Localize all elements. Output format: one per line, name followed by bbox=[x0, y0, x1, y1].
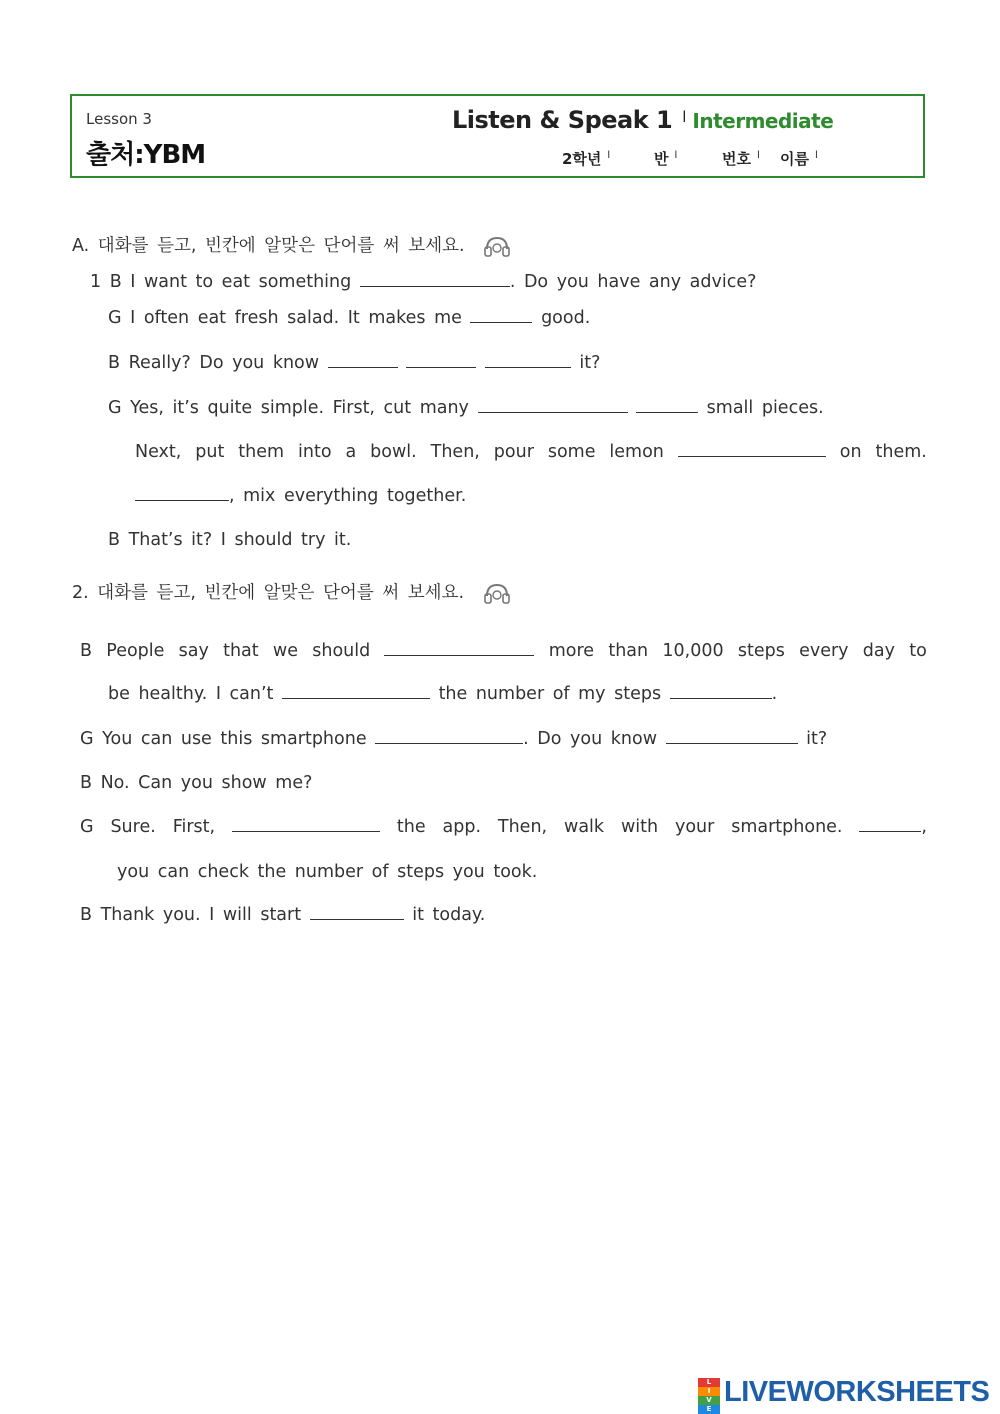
word: with bbox=[620, 817, 659, 837]
headphones-icon bbox=[483, 235, 511, 257]
number-bar: l bbox=[756, 150, 760, 161]
line-text: the number of my steps bbox=[438, 684, 662, 704]
title-row bbox=[452, 106, 833, 134]
word: First, bbox=[172, 817, 216, 837]
lesson-label: Lesson 3 bbox=[86, 110, 152, 128]
word: than bbox=[608, 641, 649, 661]
word: G bbox=[80, 817, 94, 837]
word: Sure. bbox=[110, 817, 156, 837]
word: every bbox=[799, 641, 849, 661]
answer-blank[interactable] bbox=[485, 353, 571, 368]
dialogue-line-b5 bbox=[80, 817, 927, 837]
answer-blank[interactable] bbox=[670, 684, 772, 699]
word: we bbox=[272, 641, 298, 661]
answer-blank[interactable] bbox=[360, 272, 510, 287]
line-text: , mix everything together. bbox=[229, 486, 467, 506]
dialogue-line-a4 bbox=[108, 398, 824, 418]
word: lemon bbox=[609, 442, 664, 462]
line-text: . Do you know bbox=[523, 729, 658, 749]
word: Next, bbox=[135, 442, 182, 462]
page-title: Listen & Speak 1 bbox=[452, 106, 673, 134]
word: your bbox=[674, 817, 715, 837]
level-label: Intermediate bbox=[692, 109, 834, 133]
logo-text: LIVEWORKSHEETS bbox=[724, 1375, 990, 1408]
answer-blank[interactable] bbox=[232, 817, 380, 832]
line-text: it today. bbox=[412, 905, 486, 925]
class-bar: l bbox=[674, 150, 678, 161]
word: , bbox=[921, 817, 927, 837]
line-text: . bbox=[771, 684, 778, 704]
answer-blank[interactable] bbox=[478, 398, 628, 413]
word: B bbox=[80, 641, 93, 661]
source-label: 출처:YBM bbox=[86, 140, 206, 170]
dialogue-line-a2 bbox=[108, 308, 590, 328]
line-text: you can check the number of steps you took. bbox=[117, 862, 538, 882]
logo-badge-letter: E bbox=[698, 1405, 720, 1414]
line-text: B That’s it? I should try it. bbox=[108, 530, 352, 550]
instruction-text: 2. 대화를 듣고, 빈칸에 알맞은 단어를 써 보세요. bbox=[72, 583, 465, 603]
dialogue-line-b4 bbox=[80, 773, 312, 793]
answer-blank[interactable] bbox=[384, 641, 534, 656]
answer-blank[interactable] bbox=[678, 442, 826, 457]
grade-field bbox=[562, 148, 610, 169]
dialogue-line-b3 bbox=[80, 729, 827, 749]
line-text: small pieces. bbox=[706, 398, 824, 418]
word: day bbox=[862, 641, 895, 661]
word: walk bbox=[564, 817, 605, 837]
word: 10,000 bbox=[662, 641, 724, 661]
word: that bbox=[223, 641, 259, 661]
name-field bbox=[780, 148, 818, 169]
dialogue-line-a5 bbox=[135, 442, 927, 462]
dialogue-line-b1 bbox=[80, 641, 927, 661]
grade-label: 2학년 bbox=[562, 150, 602, 168]
number-label: 번호 bbox=[722, 150, 751, 168]
word: more bbox=[548, 641, 595, 661]
word: them bbox=[238, 442, 285, 462]
worksheet-header bbox=[70, 94, 925, 178]
word: put bbox=[195, 442, 225, 462]
word: smartphone. bbox=[731, 817, 843, 837]
word: into bbox=[298, 442, 332, 462]
dialogue-line-b7 bbox=[80, 905, 485, 925]
dialogue-line-a3 bbox=[108, 353, 600, 373]
line-text: 1 B I want to eat something bbox=[90, 272, 352, 292]
class-field bbox=[654, 148, 677, 169]
word: should bbox=[312, 641, 371, 661]
line-text: good. bbox=[541, 308, 591, 328]
dialogue-line-a1 bbox=[90, 272, 756, 292]
answer-blank[interactable] bbox=[328, 353, 398, 368]
liveworksheets-logo[interactable] bbox=[698, 1375, 990, 1413]
word: Then, bbox=[430, 442, 480, 462]
line-text: G You can use this smartphone bbox=[80, 729, 367, 749]
name-bar: l bbox=[814, 150, 818, 161]
section-a-instruction bbox=[72, 232, 511, 257]
line-text: G Yes, it’s quite simple. First, cut many bbox=[108, 398, 469, 418]
line-text: be healthy. I can’t bbox=[108, 684, 274, 704]
answer-blank[interactable] bbox=[470, 308, 532, 323]
section-b-instruction bbox=[72, 579, 511, 604]
word: to bbox=[909, 641, 927, 661]
answer-blank[interactable] bbox=[406, 353, 476, 368]
line-text: B No. Can you show me? bbox=[80, 773, 313, 793]
word: People bbox=[106, 641, 165, 661]
dialogue-line-b6 bbox=[117, 862, 537, 882]
answer-blank[interactable] bbox=[375, 729, 523, 744]
answer-blank[interactable] bbox=[636, 398, 698, 413]
word: steps bbox=[737, 641, 785, 661]
word: a bbox=[345, 442, 357, 462]
word: Then, bbox=[497, 817, 548, 837]
line-text: B Really? Do you know bbox=[108, 353, 320, 373]
number-field bbox=[722, 148, 760, 169]
answer-blank[interactable] bbox=[859, 817, 921, 832]
class-label: 반 bbox=[654, 150, 669, 168]
dialogue-line-a6 bbox=[135, 486, 466, 506]
answer-blank[interactable] bbox=[135, 486, 229, 501]
word: app. bbox=[442, 817, 482, 837]
word: the bbox=[396, 817, 426, 837]
answer-blank[interactable] bbox=[282, 684, 430, 699]
line-text: it? bbox=[806, 729, 828, 749]
line-text: it? bbox=[579, 353, 601, 373]
logo-badge-letter: V bbox=[698, 1396, 720, 1405]
line-text: . Do you have any advice? bbox=[509, 272, 757, 292]
dialogue-line-a7 bbox=[108, 530, 351, 550]
word: pour bbox=[493, 442, 534, 462]
title-separator: l bbox=[682, 107, 687, 126]
name-label: 이름 bbox=[780, 150, 809, 168]
line-text: B Thank you. I will start bbox=[80, 905, 302, 925]
answer-blank[interactable] bbox=[310, 905, 404, 920]
headphones-icon bbox=[483, 582, 511, 604]
word: on bbox=[839, 442, 862, 462]
logo-badge bbox=[698, 1378, 720, 1413]
word: them. bbox=[875, 442, 927, 462]
logo-badge-letter: L bbox=[698, 1378, 720, 1387]
word: bowl. bbox=[370, 442, 417, 462]
word: some bbox=[547, 442, 596, 462]
grade-bar: l bbox=[607, 150, 611, 161]
logo-badge-letter: I bbox=[698, 1387, 720, 1396]
word: say bbox=[178, 641, 209, 661]
answer-blank[interactable] bbox=[666, 729, 798, 744]
line-text: G I often eat fresh salad. It makes me bbox=[108, 308, 462, 328]
dialogue-line-b2 bbox=[108, 684, 777, 704]
instruction-text: A. 대화를 듣고, 빈칸에 알맞은 단어를 써 보세요. bbox=[72, 236, 465, 256]
